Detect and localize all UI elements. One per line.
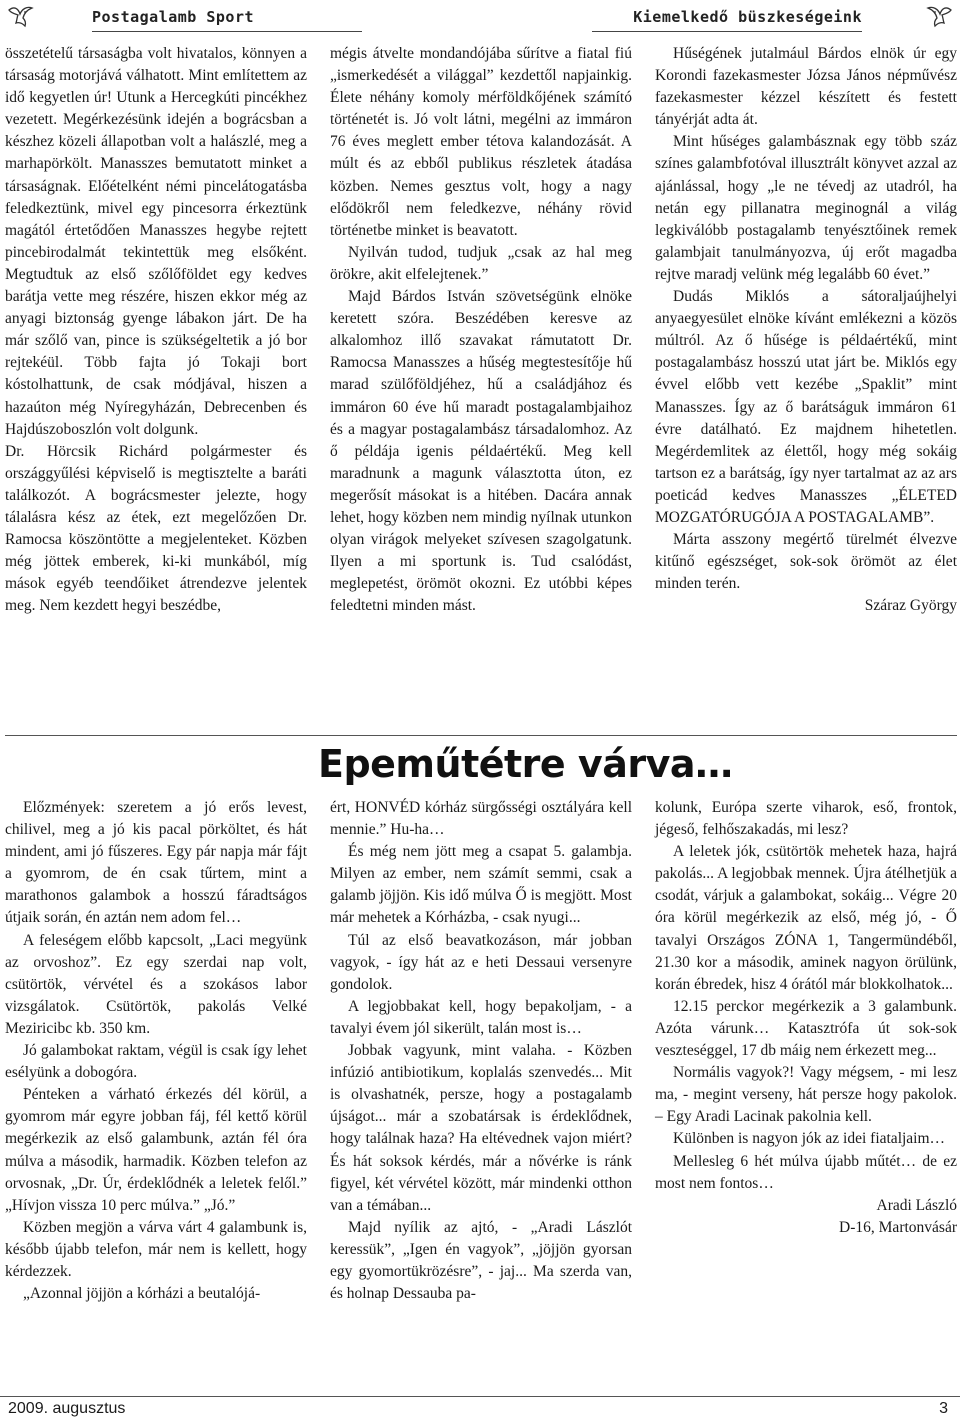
paragraph: És még nem jött meg a csapat 5. galambja. Milyen az ember, nem számít semmi, csak a galamb jöjjön. Kis idő múlva Ő is megjött. Most már mehetek a Kórházba, - csak nyugi... [330, 843, 632, 927]
paragraph: Hűségének jutalmául Bárdos elnök úr egy Korondi fazekasmester Józsa János népművész fazekasmester kézzel készített és festett tányérját adta át. [655, 45, 957, 129]
header-rule-left [92, 31, 362, 32]
paragraph: 12.15 perckor megérkezik a 3 galambunk. Azóta várunk… Katasztrófa út sok-sok veszteséggel, 17 db máig nem érkezett meg... [655, 997, 957, 1060]
paragraph: Közben megjön a várva várt 4 galambunk is, később újabb telefon, már nem is kellett, hogy kérdezzek. [5, 1218, 307, 1280]
author-location: D-16, Martonvásár [839, 1218, 957, 1236]
pigeon-icon [926, 2, 954, 30]
paragraph: Mint hűséges galambásznak egy több száz színes galambfotóval illusztrált könyvet azzal az ajánlással, hogy „le ne tévedj az utadról, ha netán egy pillanatra meginognál a világ legkiválóbb postagalamb tenyésztőinek remek galambjait tanulmányozva, új erőt magadba rejtve maradj velünk még legalább 60 évet.” [655, 133, 957, 283]
paragraph: A feleségem előbb kapcsolt, „Laci megyünk az orvoshoz”. Ez egy szerdai nap volt, csütörtök, vérvétel és a szokásos labor vizsgálatok. Csütörtök, pakolás Velké Meziricibc kb. 350 km. [5, 931, 307, 1037]
section-divider [5, 735, 957, 736]
paragraph: A leletek jók, csütörtök mehetek haza, hajrá pakolás... A legjobbak mennek. Újra átélhetjük a csodát, várjuk a galambokat, sokáig... Végre 20 óra körül megérkezik az első, még jó, - Ő tavalyi Országos ZÓNA 1, Tangermündéből, 21.30 kor a második, aminek nagyon örülünk, korán ébredek, hisz 4 órától már blokkolhatok... [655, 843, 957, 993]
paragraph: Majd nyílik az ajtó, - „Aradi Lászlót keressük”, „Igen én vagyok”, „jöjjön gyorsan egy gyomortükrözésre”, - jaj... Ma szerda van, és holnap Dessauba pa- [330, 1218, 632, 1303]
pigeon-icon [6, 2, 34, 30]
paragraph: kolunk, Európa szerte viharok, eső, frontok, jégeső, felhőszakadás, mi lesz? [655, 799, 957, 839]
article-headline: Epeműtétre várva… [318, 742, 733, 786]
paragraph: Mellesleg 6 hét múlva újabb műtét… de ez most nem fontos… [655, 1152, 957, 1192]
bottom-article-column-3 [655, 797, 957, 1239]
page-header [0, 0, 960, 40]
page-number: 3 [939, 1400, 948, 1417]
paragraph: Jó galambokat raktam, végül is csak így lehet esélyünk a dobogóra. [5, 1042, 307, 1082]
paragraph: összetételű társaságba volt hivatalos, könnyen a társaság motorjává válhatott. Mint említettem az idő kegyetlen úr! Utunk a Hercegkúti pincékhez vezetett. Megérkezésünk idején a bográcsban a készhez közeli állapotban volt a halászlé, meg a marhapörkölt. Manasszes bemutatott minket a társaságnak. Előételként némi pincelátogatásba feledkeztünk, mivel egy pincesorra érkeztünk magától értetődően Manasszes hegybe rejtett pincebirodalmát tekintettük meg elsőként. Megtudtuk az első szőlőföldet egy kedves barátja vette meg részére, hiszen ekkor még az anyagi biztonság gyenge lábakon járt. De ha már szőlő van, pince is szükségeltetik a jó bor rejtekéül. Több fajta jó Tokaji bort kóstolhattunk, de csak módjával, hiszen a hazaúton még Nyíregyházán, Debrecenben és Hajdúszoboszlón volt dolgunk. [5, 45, 307, 438]
paragraph: Túl az első beavatkozáson, már jobban vagyok, - így hát az e heti Dessaui versenyre gondolok. [330, 931, 632, 993]
paragraph: Nyilván tudod, tudjuk „csak az hal meg örökre, akit elfelejtenek.” [330, 243, 632, 283]
author-signature: Aradi László [876, 1196, 957, 1214]
top-article-column-3 [655, 43, 957, 617]
paragraph: Normális vagyok?! Vagy mégsem, - mi lesz ma, - megint verseny, hát persze hogy pakolok. – Egy Aradi Lacinak pakolnia kell. [655, 1064, 957, 1126]
paragraph: Pénteken a várható érkezés dél körül, a gyomrom már egyre jobban fáj, fél kettő körül megérkezik az első galambunk, aztán fél óra múlva a második, harmadik. Közben telefon az orvosnak, „Dr. Úr, érdeklődnék a leletek felől.” „Hívjon vissza 10 perc múlva.” „Jó.” [5, 1086, 307, 1214]
paragraph: mégis átvelte mondandójába sűrítve a fiatal fiú „ismerkedését a világgal” kezdettől napjainkig. Élete néhány komoly mérföldkőjének számító történetét is. Jó volt látni, megélni az immáron 76 éves meglett ember tétova kalandozását. A múlt és az ebből publikus részletek átadása közben. Nemes gesztus volt, hogy a nagy elődökről nem feledkezve, néhány rövid történetbe minket is beavatott. [330, 45, 632, 239]
header-rule-right [592, 31, 862, 32]
issue-date: 2009. augusztus [8, 1400, 126, 1417]
top-article-column-1 [5, 43, 307, 617]
paragraph: Előzmények: szeretem a jó erős levest, chilivel, meg a jó kis pacal pörköltet, és hát mindent, ami jó fűszeres. Egy pár napja már fájt a gyomrom, de én csak tűrtem, mint a marathonos galambok a hosszú fáradtságos útjaik során, én aztán nem adom fel… [5, 799, 307, 927]
paragraph: Dudás Miklós a sátoraljaújhelyi anyaegyesület elnöke kívánt emlékezni a közös múltról. Az ő hűsége is példaértékű, mint postagalambász hosszú utat járt be. Miklós egy évvel előbb vett kezébe „Spaklit” mint Manasszes. Így az ő barátságuk immáron 61 évre datálható. Ez majdnem hihetetlen. Megérdemlitek az élettől, hogy még sokáig tartson ez a barátság, így nyer tartalmat az az ars poeticád kedves Manasszes „ÉLETED MOZGATÓRUGÓJA A POSTAGALAMB”. [655, 288, 957, 526]
section-title: Kiemelkedő büszkeségeink [633, 8, 862, 26]
paragraph: Márta asszony megértő türelmét élvezve kitűnő egészséget, sok-sok örömöt az élet minden terén. [655, 531, 957, 593]
footer-rule [0, 1396, 960, 1397]
paragraph: „Azonnal jöjjön a kórházi a beutalójá- [23, 1285, 261, 1303]
bottom-article-column-1 [5, 797, 307, 1305]
publication-title: Postagalamb Sport [92, 8, 255, 26]
paragraph: A legjobbakat kell, hogy bepakoljam, - a tavalyi évem jól sikerült, talán most is… [330, 997, 632, 1037]
paragraph: Majd Bárdos István szövetségünk elnöke keretett szóra. Beszédében keresve az alkalomhoz illő szavakat rámutatott Dr. Ramocsa Manasszes a hűség megtestesítője hű marad szülőföldjéhez, hű a családjához és immáron 60 éve hű maradt postagalambjaihoz és a magyar postagalambász társadalomhoz. Az ő példája igenis példaértékű. Meg kell maradnunk a magunk választotta úton, ez megerősít másokat is a hitében. Dacára annak lehet, hogy közben nem mindig nyílnak utunkon olyan virágok melyeket szívesen szagolgatunk. Ilyen a mi sportunk is. Tud csalódást, meglepetést, örömöt okozni. Ez utóbbi képes feledtetni minden mást. [330, 288, 632, 615]
author-signature: Száraz György [864, 597, 957, 615]
top-article-column-2 [330, 43, 632, 617]
paragraph: ért, HONVÉD kórház sürgősségi osztályára kell mennie.” Hu-ha… [330, 799, 632, 839]
paragraph: Jobbak vagyunk, mint valaha. - Közben infúzió antibiotikum, koplalás szenvedés... Mit is olvashatnék, persze, hogy a postagalamb újságot... már a szobatársak is érdeklődnek, hogy találnak haza? Ha eltévednek vajon miért? És hát soksok kérdés, már a nővérke is ránk figyel, két vérvétel között, már mindenki otthon van a témában... [330, 1042, 632, 1214]
bottom-article-column-2 [330, 797, 632, 1305]
paragraph: Különben is nagyon jók az idei fiataljaim… [673, 1130, 946, 1148]
paragraph: Dr. Hörcsik Richárd polgármester és országgyűlési képviselő is megtisztelte a baráti találkozót. A bográcsmester jelezte, hogy tálalásra kész az étek, ezt megelőzően Dr. Ramocsa köszöntötte a megjelenteket. Közben még jöttek emberek, ki-ki munkából, míg mások egyéb teendőiket átrendezve jelentek meg. Nem kezdett hegyi beszédbe, [5, 442, 307, 615]
